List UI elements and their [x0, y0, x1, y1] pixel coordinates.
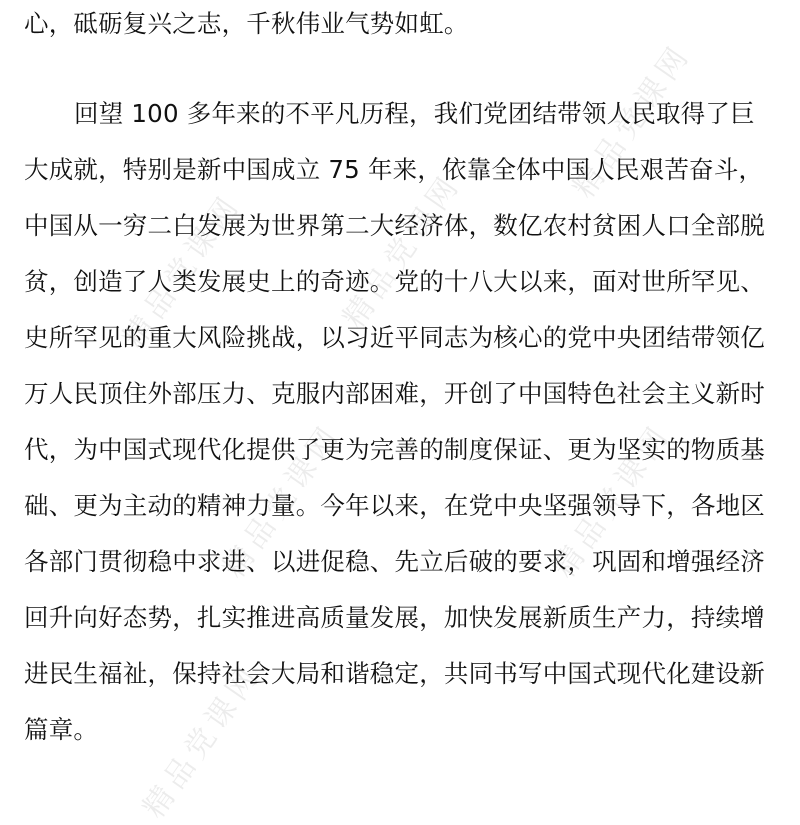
paragraph-2-line-8: 础、更为主动的精神力量。今年以来，在党中央坚强领导下，各地区 [24, 491, 765, 520]
paragraph-2-line-5: 史所罕见的重大风险挑战，以习近平同志为核心的党中央团结带领亿 [24, 323, 765, 352]
paragraph-2-line-11: 进民生福祉，保持社会大局和谐稳定，共同书写中国式现代化建设新 [24, 659, 765, 688]
paragraph-2-line-6: 万人民顶住外部压力、克服内部困难，开创了中国特色社会主义新时 [24, 379, 765, 408]
paragraph-2-line-7: 代，为中国式现代化提供了更为完善的制度保证、更为坚实的物质基 [24, 435, 765, 464]
paragraph-2-line-3: 中国从一穷二白发展为世界第二大经济体，数亿农村贫困人口全部脱 [24, 211, 765, 240]
paragraph-2-line-9: 各部门贯彻稳中求进、以进促稳、先立后破的要求，巩固和增强经济 [24, 547, 765, 576]
paragraph-2-line-4: 贫，创造了人类发展史上的奇迹。党的十八大以来，面对世所罕见、 [24, 267, 765, 296]
paragraph-2-line-10: 回升向好态势，扎实推进高质量发展，加快发展新质生产力，持续增 [24, 603, 765, 632]
watermark: 精品党课网 [336, 167, 469, 335]
paragraph-2-line-12: 篇章。 [24, 715, 99, 744]
paragraph-1-line-1: 心，砥砺复兴之志，千秋伟业气势如虹。 [24, 9, 469, 38]
watermark: 精品党课网 [546, 417, 679, 585]
watermark: 精品党课网 [136, 657, 269, 825]
paragraph-2-line-2: 大成就，特别是新中国成立 75 年来，依靠全体中国人民艰苦奋斗， [24, 155, 764, 184]
watermark: 精品党课网 [216, 417, 349, 585]
paragraph-2-line-1: 回望 100 多年来的不平凡历程，我们党团结带领人民取得了巨 [74, 99, 755, 128]
watermark: 精品党课网 [116, 187, 249, 355]
watermark: 精品党课网 [566, 37, 699, 205]
